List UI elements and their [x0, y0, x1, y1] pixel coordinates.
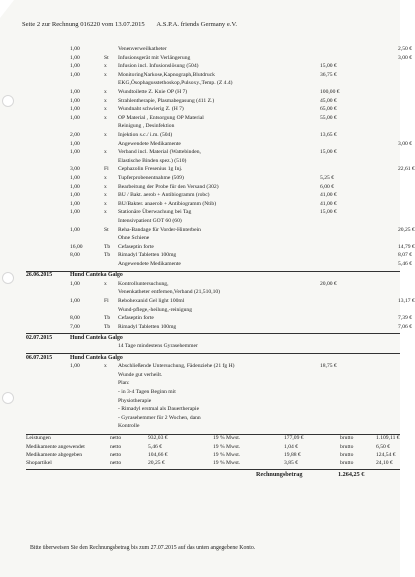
section-label: Hund Canteka Galgo [70, 272, 123, 279]
line-item [26, 149, 400, 158]
item-quantity: 1,00 [70, 71, 80, 78]
item-quantity: 1,00 [70, 114, 80, 121]
item-quantity: 8,00 [70, 315, 80, 322]
item-unit: x [104, 149, 107, 156]
item-quantity: 1,00 [70, 183, 80, 190]
section-date: 02.07.2015 [26, 334, 53, 341]
item-description: Ohne Schiene [118, 235, 150, 242]
item-description: Reha-Bandage für Vorder-Hinterbein [118, 226, 201, 233]
summary-type: netto [110, 460, 122, 466]
line-item [26, 297, 415, 307]
summary-gross-label: brutto [340, 451, 354, 458]
item-unit: Fl [104, 166, 109, 173]
item-unit: x [104, 175, 107, 181]
summary-gross: 1.109,11 € [376, 435, 400, 442]
summary-label: Medikamente angewendet [26, 443, 85, 450]
item-total: 22,61 € [398, 166, 415, 173]
item-amount: 6,00 € [320, 183, 334, 190]
item-quantity: 1,00 [70, 89, 80, 95]
line-item [26, 343, 400, 352]
summary-type: netto [110, 451, 122, 458]
item-amount: 55,00 € [320, 114, 337, 121]
item-amount: 15,00 € [320, 209, 337, 216]
item-total: 20,25 € [398, 226, 415, 233]
item-unit: x [104, 132, 107, 138]
item-unit: Fl [104, 297, 109, 304]
item-description: BU / Bakt. aerob + Antibiogramm (robc) [118, 192, 210, 199]
item-description: Wundtoilette Z. Knie OP (H 7) [118, 89, 188, 95]
item-description: Tupferprobenentnahme (509) [118, 175, 184, 181]
item-description: Venenverweilkatheter [118, 46, 167, 52]
summary-type: netto [110, 435, 122, 442]
item-description: - Gyrasehemmer für 2 Wochen, dann [118, 414, 201, 421]
item-description: EKG,Ösophagusstethoskop,Pulsoxy.,Temp. (Z 4.4) [118, 80, 233, 87]
item-description: Angewendete Medikamente [118, 140, 181, 147]
item-description: Venenkatheter entfernen,Verband (21,510,10) [118, 289, 221, 296]
line-item [26, 98, 400, 107]
item-total: 7,39 € [398, 315, 412, 322]
item-quantity: 1,00 [70, 192, 80, 199]
item-description: - Rimadyl erstmal als Dauertherapie [118, 406, 200, 413]
line-item [26, 132, 400, 141]
line-item [26, 80, 400, 89]
line-item [26, 106, 400, 115]
item-unit: x [104, 71, 107, 78]
item-description: Intensivpatient GOT 60 (60) [118, 218, 182, 224]
summary-vat-rate: 19 % Mwst. [213, 435, 241, 442]
item-unit: x [104, 89, 107, 95]
item-unit: x [104, 114, 107, 121]
section-header [26, 355, 400, 364]
item-amount: 36,75 € [320, 71, 337, 78]
item-amount: 20,00 € [320, 280, 337, 287]
summary-vat: 3,85 € [284, 460, 298, 466]
item-unit: St [104, 226, 109, 233]
total-label: Rechnungsbetrag [256, 471, 303, 479]
item-description: Reinigung , Desinfektion [118, 123, 175, 130]
line-item [26, 192, 400, 201]
summary-gross: 6,50 € [376, 443, 390, 450]
item-amount: 41,00 € [320, 192, 337, 199]
item-description: Rimadyl Tabletten 100mg [118, 252, 177, 259]
item-amount: 100,00 € [320, 89, 340, 95]
summary-vat: 177,09 € [284, 435, 304, 442]
summary-gross: 124,54 € [376, 451, 396, 458]
item-description: Cefaseptin forte [118, 315, 154, 322]
line-item [26, 201, 400, 210]
item-amount: 45,00 € [320, 97, 337, 104]
section-header [26, 335, 400, 344]
item-unit: x [104, 200, 107, 207]
summary-gross-label: brutto [340, 443, 354, 450]
line-item [26, 115, 400, 124]
page-header [22, 21, 241, 28]
item-quantity: 16,00 [70, 243, 83, 250]
line-item [26, 158, 400, 167]
item-description: Verband incl. Material (Wattebinden, [118, 149, 201, 156]
item-description: Infusion incl. Infusionslösung (504) [118, 63, 199, 70]
item-description: Kontrolle [118, 423, 140, 430]
item-quantity: 1,00 [70, 140, 80, 147]
item-quantity: 1,00 [70, 46, 80, 52]
item-description: Stationäre Überwachung bei Tag [118, 209, 192, 216]
line-item [26, 243, 415, 253]
punch-hole [2, 95, 14, 107]
item-unit: x [104, 97, 107, 104]
item-unit: x [104, 192, 107, 199]
item-unit: x [104, 209, 107, 216]
line-item [26, 209, 400, 218]
item-quantity: 1,00 [70, 97, 80, 104]
item-description: Strahlentherapie, Plasmabegasung (411 Z.) [118, 97, 215, 104]
item-unit: Tb [104, 323, 111, 330]
item-description: Wundnaht schwierig Z. (H 7) [118, 106, 184, 113]
folded-corner [0, 0, 14, 18]
item-amount: 18,75 € [320, 363, 337, 370]
line-item [26, 252, 412, 261]
item-amount: 41,00 € [320, 200, 337, 207]
line-item [26, 140, 412, 150]
item-description: OP Material , Entsorgung OP Material [118, 114, 204, 121]
summary-net: 20,25 € [148, 460, 165, 466]
summary-label: Medikamente abgegeben [26, 451, 83, 458]
summary-gross-label: brutto [340, 460, 354, 466]
summary-net: 104,66 € [148, 451, 168, 458]
item-unit: Tb [104, 243, 111, 250]
line-item [26, 363, 400, 372]
line-item [26, 323, 412, 333]
line-item [26, 235, 400, 244]
line-item [26, 406, 400, 415]
section-label: Hund Canteka Galgo [70, 334, 123, 341]
item-description: MonitoringNarkose,Kapnograph,Blutdruck [118, 71, 215, 78]
item-description: Wund-pflege,-heilung,-reinigung [118, 306, 193, 313]
item-description: 14 Tage mindestens Gyrasehemmer [118, 343, 198, 350]
item-description: - in 3-4 Tagen Beginn mit [118, 388, 176, 395]
item-quantity: 1,00 [70, 200, 80, 207]
item-total: 14,79 € [398, 243, 415, 250]
item-quantity: 1,00 [70, 226, 80, 233]
organization-name: A.S.P.A. friends Germany e.V. [156, 21, 238, 28]
item-quantity: 3,00 [70, 166, 80, 173]
summary-vat-rate: 19 % Mwst. [213, 451, 241, 458]
summary-row [26, 460, 400, 469]
item-unit: Tb [104, 315, 111, 322]
line-item [26, 218, 400, 227]
item-description: BU/Bakter. anaerob + Antibiogramm (Ntib) [118, 200, 217, 207]
item-quantity: 1,00 [70, 54, 80, 61]
summary-vat: 1,04 € [284, 443, 298, 450]
summary-gross: 24,10 € [376, 460, 393, 466]
item-unit: x [104, 363, 107, 370]
line-item [26, 54, 412, 64]
line-item [26, 166, 415, 175]
item-description: Physiotherapie [118, 397, 152, 404]
item-total: 3,00 € [398, 54, 412, 61]
item-unit: x [104, 106, 107, 113]
item-description: Bearbeitung der Probe für den Versand (302) [118, 183, 219, 190]
line-item [26, 123, 400, 132]
summary-net: 5,46 € [148, 443, 162, 450]
summary-vat-rate: 19 % Mwst. [213, 443, 241, 450]
summary-label: Leistungen [26, 435, 51, 442]
section-date: 06.07.2015 [26, 354, 53, 361]
item-unit: x [104, 63, 107, 70]
summary-type: netto [110, 443, 122, 450]
item-amount: 65,00 € [320, 106, 337, 113]
item-description: Plan: [118, 380, 130, 387]
item-quantity: 7,00 [70, 323, 80, 330]
payment-note: Bitte überweisen Sie den Rechnungsbetrag bis zum 27.07.2015 auf das unten angegebene Konto. [30, 545, 256, 551]
item-total: 3,00 € [398, 140, 412, 147]
line-item [26, 315, 412, 324]
item-quantity: 1,00 [70, 63, 80, 70]
item-quantity: 1,00 [70, 363, 80, 370]
line-item [26, 175, 400, 184]
item-description: Infusionsgerät mit Verlängerung [118, 54, 191, 61]
item-quantity: 1,00 [70, 209, 80, 216]
item-description: Kontrolluntersuchung, [118, 280, 169, 287]
item-unit: x [104, 183, 107, 190]
line-item [26, 184, 400, 193]
item-total: 7,06 € [398, 323, 412, 330]
line-item [26, 63, 400, 72]
punch-hole [2, 272, 14, 284]
item-description: Injektion s.c./ i.m. (504) [118, 132, 173, 138]
summary-label: Shopartikel [26, 460, 52, 466]
item-quantity: 1,00 [70, 280, 80, 287]
punch-hole [2, 392, 14, 404]
item-unit: St [104, 54, 109, 61]
line-item [26, 289, 400, 298]
summary-net: 932,03 € [148, 435, 168, 442]
item-total: 5,46 € [398, 261, 412, 267]
page-label: Seite 2 zur Rechnung 016220 vom 13.07.2015 [22, 21, 145, 28]
line-item [26, 261, 412, 270]
item-quantity: 8,00 [70, 252, 80, 259]
item-total: 8,07 € [398, 252, 412, 259]
item-unit: Tb [104, 252, 111, 259]
item-total: 13,17 € [398, 297, 415, 304]
item-description: Rebohexanid Gel light 100ml [118, 297, 185, 304]
summary-vat-rate: 19 % Mwst. [213, 460, 241, 466]
item-quantity: 1,00 [70, 297, 80, 304]
line-item [26, 423, 400, 432]
item-quantity: 1,00 [70, 175, 80, 181]
item-description: Angewendete Medikamente [118, 261, 181, 267]
item-amount: 13,65 € [320, 132, 337, 138]
item-amount: 15,00 € [320, 63, 337, 70]
line-item [26, 226, 415, 236]
section-header [26, 272, 400, 281]
invoice-total [26, 471, 400, 481]
total-divider [26, 469, 400, 470]
item-description: Cephazolin Fresenius 1g Inj. [118, 166, 183, 173]
line-item [26, 89, 400, 98]
item-amount: 5,25 € [320, 175, 334, 181]
item-quantity: 1,00 [70, 106, 80, 113]
item-amount: 15,00 € [320, 149, 337, 156]
section-date: 26.06.2015 [26, 272, 53, 279]
item-description: Abschließende Untersuchung, Fädenziehe (21 fg H) [118, 363, 235, 370]
line-item [26, 307, 400, 316]
summary-gross-label: brutto [340, 435, 354, 442]
line-item [26, 398, 400, 407]
item-unit: x [104, 280, 107, 287]
item-description: Wunde gut verheilt. [118, 371, 163, 378]
line-item [26, 380, 400, 389]
summary-vat: 19,88 € [284, 451, 301, 458]
line-item [26, 281, 400, 290]
line-item [26, 46, 412, 55]
line-item [26, 389, 400, 398]
item-quantity: 2,00 [70, 132, 80, 138]
item-total: 2,50 € [398, 46, 412, 52]
section-label: Hund Canteka Galgo [70, 354, 123, 361]
line-item [26, 372, 400, 381]
item-description: Elastische Binden spez.) (510) [118, 157, 187, 164]
item-quantity: 1,00 [70, 149, 80, 156]
line-item [26, 415, 400, 424]
item-description: Rimadyl Tabletten 100mg [118, 323, 177, 330]
item-description: Cefaseptin forte [118, 243, 154, 250]
total-value: 1.264,25 € [338, 471, 365, 479]
